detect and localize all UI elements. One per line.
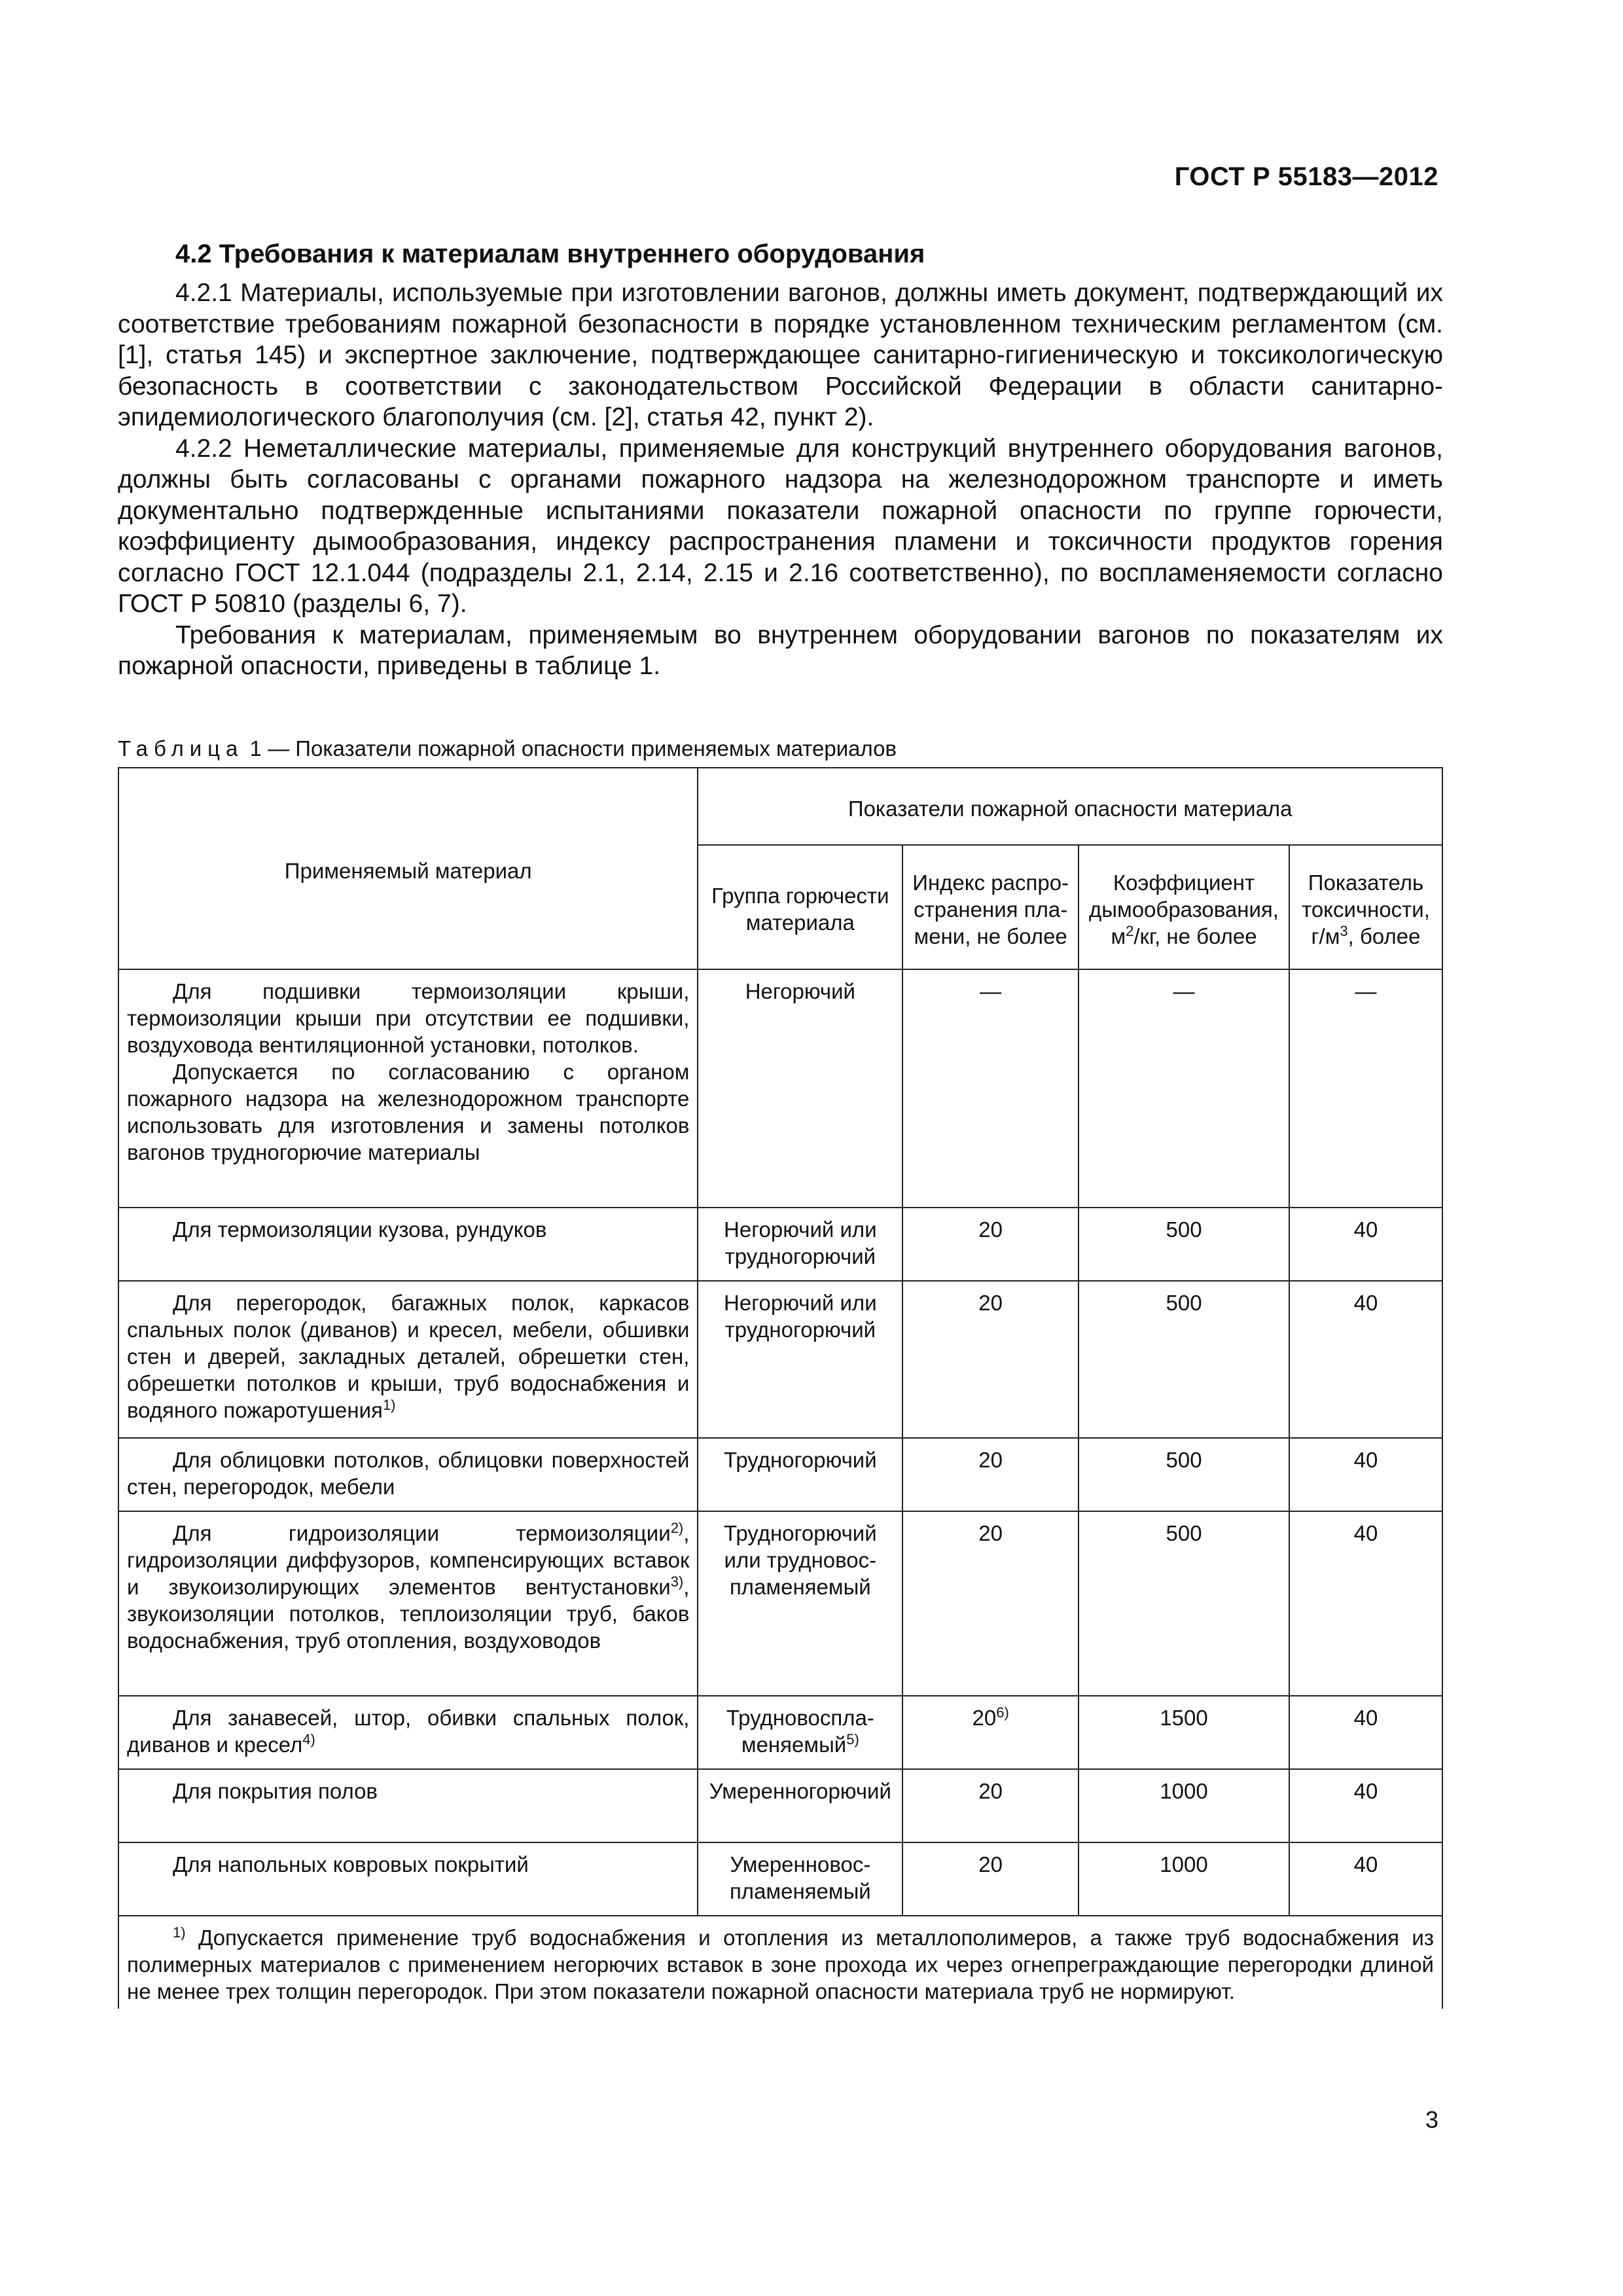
row-material: Для гидроизоляции термоизоляции$^{2)}$, гидроизоляции диффузоров, компенсирующих вставок и звукоизолирующих элементов вентустановки$^{3)}$, звукоизоляции потолков, теплоизоляции труб, баков водоснабжения, труб отопления, воздуховодов [118,1511,698,1696]
table-row [118,1769,1442,1842]
row-toxicity: 40 [1289,1769,1442,1842]
header-flame-spread-index: Индекс распространения пламени, не более [902,845,1079,969]
row-material: Для занавесей, штор, обивки спальных полок, диванов и кресел$^{4)}$ [118,1696,698,1769]
row-material: Для напольных ковровых покрытий [118,1842,698,1916]
table-caption-label: Таблица [118,736,244,761]
row-smoke: 500 [1079,1511,1289,1696]
row-group: Трудновоспламеняемый$^{5)}$ [698,1696,902,1769]
table-row [118,969,1442,1208]
row-group: Негорючий [698,969,902,1208]
table-row [118,1511,1442,1696]
page-number: 3 [1425,2106,1438,2133]
paragraph-table-intro: Требования к материалам, применяемым во внутреннем оборудовании вагонов по показателям их пожарной опасности, приведены в таблице 1. [118,620,1443,680]
row-smoke: 500 [1079,1281,1289,1438]
row-toxicity: 40 [1289,1208,1442,1281]
paragraph-4-2-2: 4.2.2 Неметаллические материалы, применяемые для конструкций внутреннего оборудования вагонов, должны быть согласованы с органами пожарного надзора на железнодорожном транспорте и иметь документально подтвержденные испытаниями показатели пожарной опасности по группе горючести, коэффициенту дымообразования, индексу распространения пламени и токсичности продуктов горения согласно ГОСТ 12.1.044 (подразделы 2.1, 2.14, 2.15 и 2.16 соответственно), по воспламеняемости согласно ГОСТ Р 50810 (разделы 6, 7). [118,434,1443,618]
row-group: Умеренногорючий [698,1769,902,1842]
row-toxicity: 40 [1289,1511,1442,1696]
row-material: Для подшивки термоизоляции крыши, термоизоляции крыши при отсутствии ее подшивки, воздуховода вентиляционной установки, потолков. Допускается по согласованию с органом пожарного надзора на железнодорожном транспорте использовать для изготовления и замены потолков вагонов трудногорючие материалы [118,969,698,1208]
row-toxicity: 40 [1289,1281,1442,1438]
row-index: 20 [902,1438,1079,1511]
paragraph-4-2-1: 4.2.1 Материалы, используемые при изготовлении вагонов, должны иметь документ, подтверждающий их соответствие требованиям пожарной безопасности в порядке установленном техническим регламентом (см. [1], статья 145) и экспертное заключение, подтверждающее санитарно-гигиеническую и токсикологическую безопасность в соответствии с законодательством Российской Федерации в области санитарно-эпидемиологического благополучия (см. [2], статья 42, пункт 2). [118,279,1443,431]
row-group: Негорючий или трудногорючий [698,1281,902,1438]
header-toxicity: Показатель токсичности, $г/м^3$, более [1289,845,1442,969]
fire-hazard-table [118,767,1443,2009]
row-group: Трудногорючий [698,1438,902,1511]
table-row [118,1696,1442,1769]
row-index: 20 [902,1281,1079,1438]
row-index: 20 [902,1208,1079,1281]
standard-header: ГОСТ Р 55183—2012 [1174,162,1438,191]
row-material: Для термоизоляции кузова, рундуков [118,1208,698,1281]
table-row [118,1281,1442,1438]
row-material: Для покрытия полов [118,1769,698,1842]
header-smoke-coefficient: Коэффициент дымообразования, $м^2/кг$, не более [1079,845,1289,969]
row-toxicity: 40 [1289,1696,1442,1769]
table-row [118,1842,1442,1916]
row-index: 20$^{6)}$ [902,1696,1079,1769]
row-group: Трудногорючий или трудновоспламеняемый [698,1511,902,1696]
section-body [118,278,1443,682]
header-combustibility-group: Группа горючести материала [698,845,902,969]
row-smoke: 1500 [1079,1696,1289,1769]
row-material: Для перегородок, багажных полок, каркасов спальных полок (диванов) и кресел, мебели, обшивки стен и дверей, закладных деталей, обрешетки стен, обрешетки потолков и крыши, труб водоснабжения и водяного пожаротушения$^{1)}$ [118,1281,698,1438]
table-caption-text: 1 — Показатели пожарной опасности применяемых материалов [243,736,897,761]
row-index: 20 [902,1769,1079,1842]
row-smoke: 1000 [1079,1842,1289,1916]
row-smoke: — [1079,969,1289,1208]
table-row [118,1438,1442,1511]
row-group: Умеренновоспламеняемый [698,1842,902,1916]
row-smoke: 1000 [1079,1769,1289,1842]
row-material: Для облицовки потолков, облицовки поверхностей стен, перегородок, мебели [118,1438,698,1511]
header-material: Применяемый материал [118,768,698,969]
table-row [118,1208,1442,1281]
row-toxicity: 40 [1289,1438,1442,1511]
table-footnote-row [118,1916,1442,2009]
section-title: 4.2 Требования к материалам внутреннего оборудования [175,240,925,268]
row-index: 20 [902,1511,1079,1696]
table-header-row [118,768,1442,845]
table-footnote: $^{1)}$ Допускается применение труб водоснабжения и отопления из металлополимеров, а также труб водоснабжения из полимерных материалов с применением негорючих вставок в зоне прохода их через огнепреграждающие перегородки длиной не менее трех толщин перегородок. При этом показатели пожарной опасности материала труб не нормируют. [118,1916,1442,2009]
row-toxicity: 40 [1289,1842,1442,1916]
table-caption [118,736,897,762]
header-fire-indicators: Показатели пожарной опасности материала [698,768,1442,845]
row-group: Негорючий или трудногорючий [698,1208,902,1281]
row-index: — [902,969,1079,1208]
row-smoke: 500 [1079,1438,1289,1511]
row-index: 20 [902,1842,1079,1916]
row-toxicity: — [1289,969,1442,1208]
row-smoke: 500 [1079,1208,1289,1281]
